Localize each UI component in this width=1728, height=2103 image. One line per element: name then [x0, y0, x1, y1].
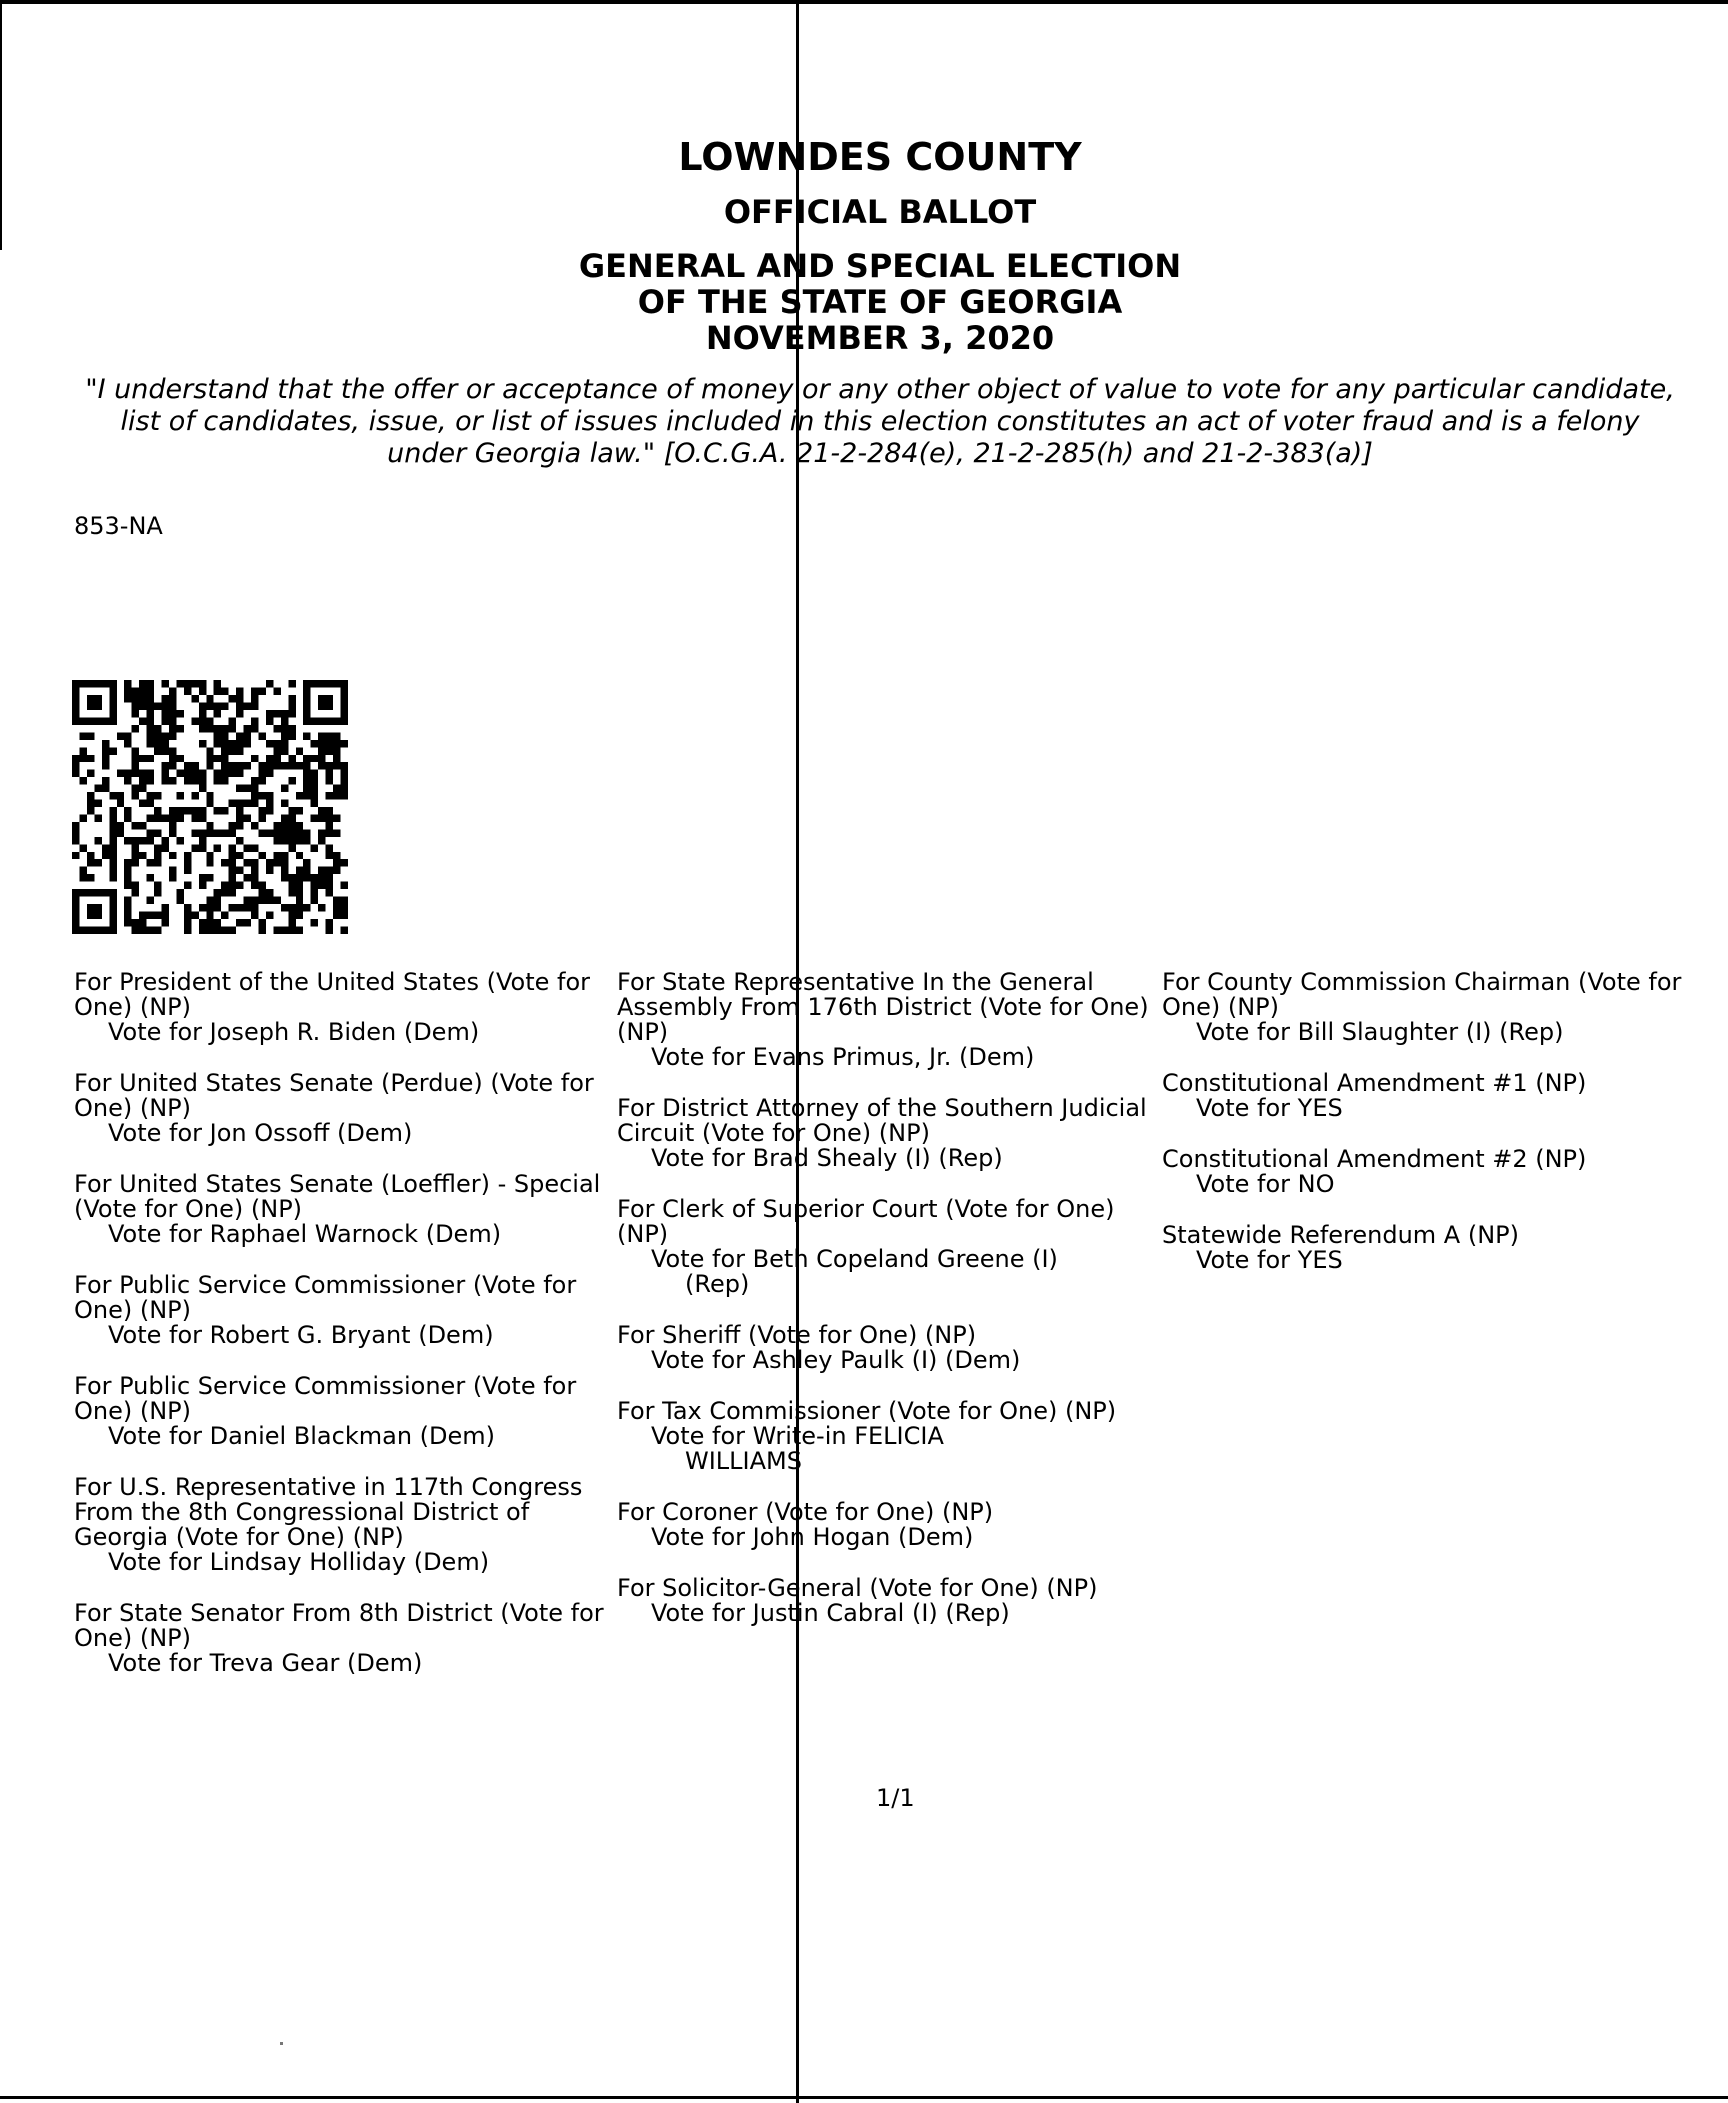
election-line-1: GENERAL AND SPECIAL ELECTION	[578, 247, 1182, 285]
contest	[74, 1172, 614, 1247]
selected-choice	[617, 1601, 1157, 1626]
ballot-type: OFFICIAL BALLOT	[723, 193, 1037, 231]
selected-choice	[1162, 1020, 1702, 1045]
choice-text: Vote for NO	[1196, 1170, 1335, 1198]
choice-text: Vote for John Hogan (Dem)	[651, 1523, 974, 1551]
choice-text: Vote for Justin Cabral (I) (Rep)	[651, 1599, 1010, 1627]
contest	[617, 1197, 1157, 1297]
contest-title: For Tax Commissioner (Vote for One) (NP)	[617, 1397, 1117, 1425]
contest-title: For United States Senate (Perdue) (Vote for One) (NP)	[74, 1069, 594, 1122]
contest-title: For United States Senate (Loeffler) - Special (Vote for One) (NP)	[74, 1170, 601, 1223]
contest	[617, 970, 1157, 1070]
contest-title: For State Representative In the General Assembly From 176th District (Vote for One) (NP)	[617, 968, 1149, 1046]
ballot-style-id: 853-NA	[74, 512, 163, 540]
contest-title: For State Senator From 8th District (Vote for One) (NP)	[74, 1599, 604, 1652]
contest-title: For Clerk of Superior Court (Vote for One) (NP)	[617, 1195, 1115, 1248]
selected-choice	[74, 1323, 614, 1348]
voter-fraud-notice	[50, 374, 1710, 470]
contest	[1162, 1147, 1702, 1197]
choice-text-continued: WILLIAMS	[685, 1447, 802, 1475]
choice-text: Vote for Lindsay Holliday (Dem)	[108, 1548, 490, 1576]
choice-text: Vote for Jon Ossoff (Dem)	[108, 1119, 413, 1147]
contest-title: Constitutional Amendment #2 (NP)	[1162, 1145, 1587, 1173]
contest	[74, 1273, 614, 1348]
ballot-column-3	[1162, 970, 1702, 1299]
contest	[1162, 970, 1702, 1045]
contest	[617, 1323, 1157, 1373]
contest	[617, 1576, 1157, 1626]
selected-choice	[74, 1222, 614, 1247]
selected-choice	[617, 1348, 1157, 1373]
contest	[74, 970, 614, 1045]
contest-title: For President of the United States (Vote for One) (NP)	[74, 968, 591, 1021]
selected-choice	[1162, 1172, 1702, 1197]
contest-title: Constitutional Amendment #1 (NP)	[1162, 1069, 1587, 1097]
notice-line-1: "I understand that the offer or acceptance of money or any other object of value to vote for any particular candidate,	[85, 374, 1675, 405]
contest	[74, 1374, 614, 1449]
contest	[74, 1601, 614, 1676]
choice-text: Vote for YES	[1196, 1094, 1343, 1122]
choice-text: Vote for Ashley Paulk (I) (Dem)	[651, 1346, 1021, 1374]
selected-choice	[617, 1247, 1157, 1297]
ballot-header	[0, 128, 1728, 356]
qr-code	[72, 680, 348, 934]
choice-text: Vote for Raphael Warnock (Dem)	[108, 1220, 502, 1248]
notice-line-2: list of candidates, issue, or list of issues included in this election constitutes an act of voter fraud and is a felony	[120, 406, 1640, 437]
contest	[74, 1071, 614, 1146]
county-title: LOWNDES COUNTY	[678, 135, 1082, 179]
contest-title: For Solicitor-General (Vote for One) (NP)	[617, 1574, 1098, 1602]
bottom-border	[0, 2096, 1728, 2099]
ballot-column-1	[74, 970, 614, 1702]
selected-choice	[617, 1045, 1157, 1070]
contest-title: For County Commission Chairman (Vote for One) (NP)	[1162, 968, 1682, 1021]
contest-title: For Coroner (Vote for One) (NP)	[617, 1498, 994, 1526]
ballot-column-2	[617, 970, 1157, 1652]
contest	[1162, 1223, 1702, 1273]
contest-title: For District Attorney of the Southern Judicial Circuit (Vote for One) (NP)	[617, 1094, 1147, 1147]
choice-text-continued: (Rep)	[685, 1270, 750, 1298]
page-number: 1/1	[876, 1784, 915, 1812]
choice-text: Vote for Robert G. Bryant (Dem)	[108, 1321, 494, 1349]
selected-choice	[1162, 1248, 1702, 1273]
selected-choice	[617, 1146, 1157, 1171]
contest	[617, 1399, 1157, 1474]
election-line-2: OF THE STATE OF GEORGIA	[637, 283, 1123, 321]
choice-text: Vote for Brad Shealy (I) (Rep)	[651, 1144, 1003, 1172]
selected-choice	[1162, 1096, 1702, 1121]
choice-text: Vote for Write-in FELICIA	[651, 1422, 944, 1450]
choice-text: Vote for Treva Gear (Dem)	[108, 1649, 423, 1677]
choice-text: Vote for Joseph R. Biden (Dem)	[108, 1018, 480, 1046]
choice-text: Vote for Bill Slaughter (I) (Rep)	[1196, 1018, 1564, 1046]
choice-text: Vote for Evans Primus, Jr. (Dem)	[651, 1043, 1035, 1071]
election-title	[0, 248, 1728, 356]
notice-line-3: under Georgia law." [O.C.G.A. 21-2-284(e), 21-2-285(h) and 21-2-383(a)]	[387, 438, 1373, 469]
choice-text: Vote for Daniel Blackman (Dem)	[108, 1422, 496, 1450]
selected-choice	[617, 1424, 1157, 1474]
selected-choice	[74, 1121, 614, 1146]
selected-choice	[74, 1550, 614, 1575]
selected-choice	[74, 1651, 614, 1676]
scan-speck	[280, 2042, 283, 2045]
choice-text: Vote for YES	[1196, 1246, 1343, 1274]
selected-choice	[74, 1424, 614, 1449]
top-border	[0, 0, 1728, 4]
contest-title: For Sheriff (Vote for One) (NP)	[617, 1321, 977, 1349]
contest	[74, 1475, 614, 1575]
contest	[617, 1096, 1157, 1171]
choice-text: Vote for Beth Copeland Greene (I)	[651, 1245, 1058, 1273]
contest	[1162, 1071, 1702, 1121]
selected-choice	[74, 1020, 614, 1045]
contest-title: For Public Service Commissioner (Vote for One) (NP)	[74, 1271, 577, 1324]
selected-choice	[617, 1525, 1157, 1550]
contest-title: Statewide Referendum A (NP)	[1162, 1221, 1519, 1249]
contest-title: For Public Service Commissioner (Vote for One) (NP)	[74, 1372, 577, 1425]
election-date: NOVEMBER 3, 2020	[705, 319, 1055, 357]
contest	[617, 1500, 1157, 1550]
contest-title: For U.S. Representative in 117th Congress From the 8th Congressional District of Georgia (Vote for One) (NP)	[74, 1473, 583, 1551]
